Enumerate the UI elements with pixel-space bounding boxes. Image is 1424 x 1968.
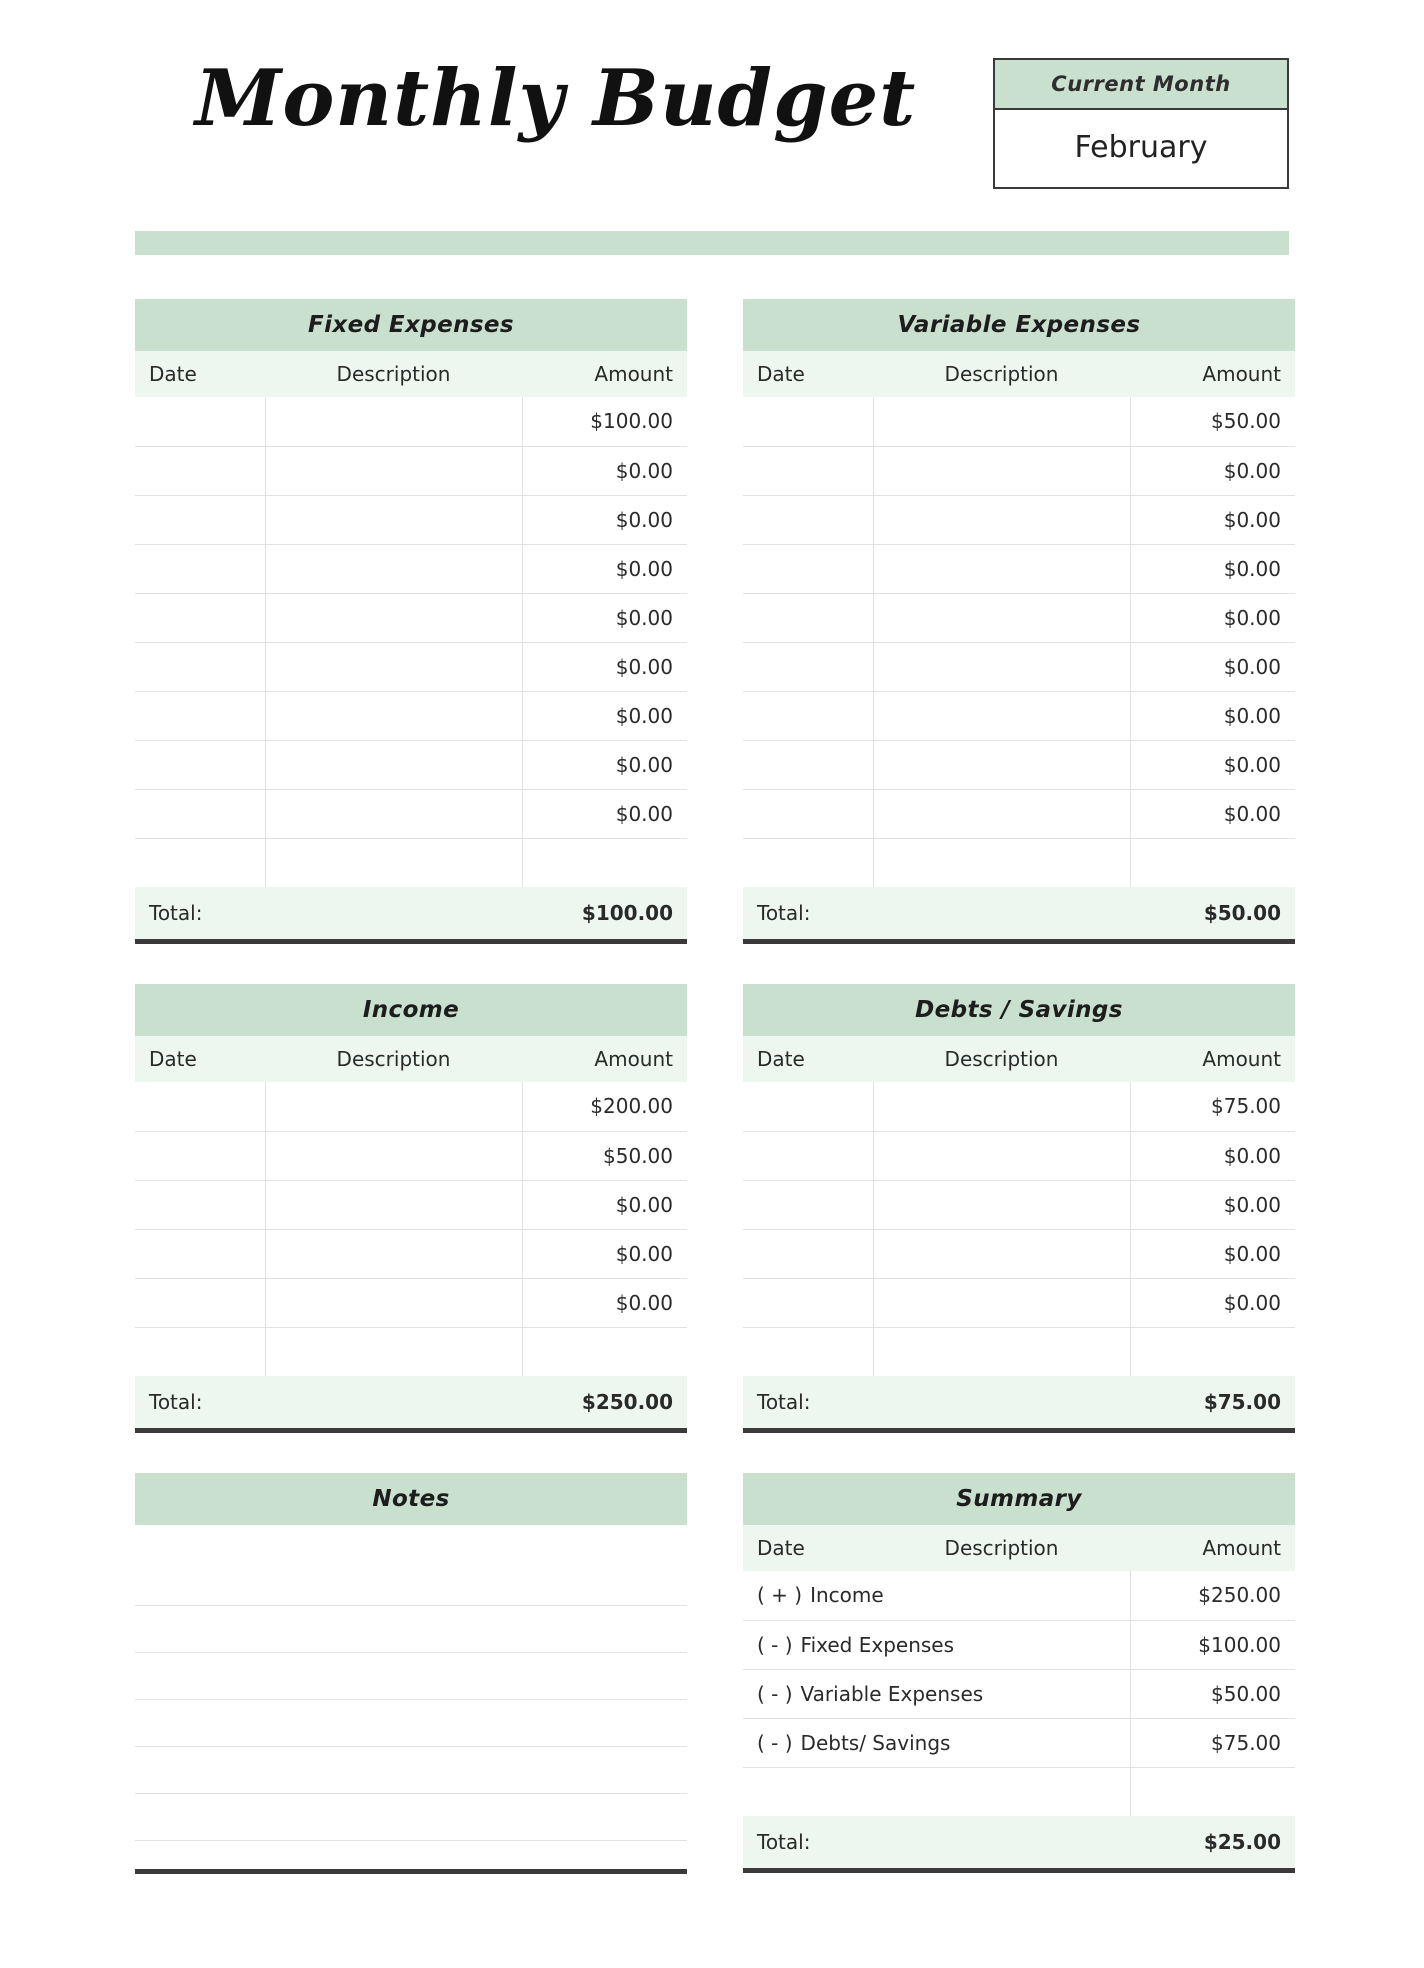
cell-amount[interactable]: $0.00: [522, 593, 687, 642]
cell-description[interactable]: [873, 1278, 1130, 1327]
cell-amount[interactable]: $0.00: [522, 789, 687, 838]
cell-amount[interactable]: $0.00: [1130, 1229, 1295, 1278]
cell-date[interactable]: [743, 1278, 873, 1327]
summary-sign: ( - ): [757, 1730, 793, 1755]
cell-description[interactable]: [265, 1180, 522, 1229]
column-header-date: Date: [135, 1036, 265, 1082]
summary-description: Debts/ Savings: [800, 1730, 951, 1755]
cell-amount[interactable]: $0.00: [522, 544, 687, 593]
summary-amount: $100.00: [1130, 1620, 1295, 1669]
column-header-description: Description: [265, 1036, 522, 1082]
table-header-row: [743, 1525, 1295, 1571]
table-header-row: [743, 1036, 1295, 1082]
table-row[interactable]: [135, 495, 687, 544]
cell-description[interactable]: [265, 1278, 522, 1327]
cell-date[interactable]: [135, 446, 265, 495]
cell-date[interactable]: [135, 691, 265, 740]
cell-date[interactable]: [743, 1229, 873, 1278]
cell-amount[interactable]: $0.00: [1130, 544, 1295, 593]
table-row[interactable]: [135, 691, 687, 740]
note-line[interactable]: [135, 1653, 687, 1700]
cell-date[interactable]: [743, 593, 873, 642]
table-row: [743, 1767, 1295, 1816]
cell-date[interactable]: [135, 1327, 265, 1376]
table-row[interactable]: [135, 544, 687, 593]
panel-fixed-expenses: [135, 299, 687, 944]
summary-description: Income: [810, 1583, 884, 1608]
cell-description[interactable]: [265, 397, 522, 446]
summary-line: [743, 1669, 1130, 1718]
table-row[interactable]: [135, 593, 687, 642]
cell-description[interactable]: [265, 642, 522, 691]
table-row[interactable]: [743, 740, 1295, 789]
total-row: [135, 887, 687, 939]
total-label: Total:: [135, 887, 522, 939]
summary-amount: $50.00: [1130, 1669, 1295, 1718]
panel-bottom-rule: [743, 939, 1295, 944]
panel-bottom-rule: [135, 1428, 687, 1433]
cell-amount[interactable]: $0.00: [522, 495, 687, 544]
cell-amount[interactable]: $50.00: [1130, 397, 1295, 446]
table-row: [743, 1571, 1295, 1620]
table-row[interactable]: [135, 446, 687, 495]
cell-amount[interactable]: $0.00: [1130, 593, 1295, 642]
note-line[interactable]: [135, 1606, 687, 1653]
cell-description[interactable]: [265, 838, 522, 887]
total-value: $25.00: [1130, 1816, 1295, 1868]
cell-description[interactable]: [265, 1229, 522, 1278]
cell-date[interactable]: [743, 789, 873, 838]
summary-sign: ( + ): [757, 1583, 803, 1608]
column-header-amount: Amount: [522, 1036, 687, 1082]
total-label: Total:: [743, 1376, 1130, 1428]
column-header-date: Date: [743, 351, 873, 397]
total-row: [743, 887, 1295, 939]
column-header-description: Description: [265, 351, 522, 397]
summary-amount: [1130, 1767, 1295, 1816]
cell-date[interactable]: [743, 544, 873, 593]
panels-grid: [0, 299, 1424, 1914]
cell-description[interactable]: [265, 544, 522, 593]
cell-description[interactable]: [265, 691, 522, 740]
panel-bottom-rule: [135, 1869, 687, 1874]
cell-amount[interactable]: [522, 838, 687, 887]
cell-date[interactable]: [135, 1278, 265, 1327]
panel-income: [135, 984, 687, 1433]
total-value: $50.00: [1130, 887, 1295, 939]
current-month-box: [993, 58, 1289, 189]
cell-date[interactable]: [743, 397, 873, 446]
cell-description[interactable]: [265, 1327, 522, 1376]
cell-amount[interactable]: $0.00: [522, 642, 687, 691]
table-row[interactable]: [135, 1229, 687, 1278]
note-line[interactable]: [135, 1559, 687, 1606]
cell-date[interactable]: [743, 1327, 873, 1376]
panel-debts-savings: [743, 984, 1295, 1433]
panel-title-summary: Summary: [743, 1473, 1295, 1525]
cell-description[interactable]: [873, 789, 1130, 838]
table-row[interactable]: [743, 1229, 1295, 1278]
column-header-description: Description: [873, 351, 1130, 397]
cell-amount[interactable]: $0.00: [522, 446, 687, 495]
total-value: $250.00: [522, 1376, 687, 1428]
table-row[interactable]: [135, 1082, 687, 1131]
cell-description[interactable]: [873, 495, 1130, 544]
cell-description[interactable]: [873, 397, 1130, 446]
cell-description[interactable]: [265, 495, 522, 544]
cell-date[interactable]: [135, 495, 265, 544]
note-line[interactable]: [135, 1794, 687, 1841]
cell-amount[interactable]: $0.00: [1130, 1180, 1295, 1229]
table-debts-savings: [743, 1036, 1295, 1428]
table-row[interactable]: [743, 446, 1295, 495]
cell-amount[interactable]: $0.00: [1130, 1278, 1295, 1327]
cell-date[interactable]: [743, 691, 873, 740]
cell-description[interactable]: [265, 789, 522, 838]
cell-description[interactable]: [873, 1082, 1130, 1131]
page-header: [0, 0, 1424, 189]
total-label: Total:: [743, 887, 1130, 939]
cell-description[interactable]: [873, 691, 1130, 740]
column-header-date: Date: [743, 1525, 873, 1571]
cell-description[interactable]: [873, 838, 1130, 887]
column-header-amount: Amount: [1130, 1525, 1295, 1571]
table-row[interactable]: [135, 1131, 687, 1180]
panel-title-fixed-expenses: Fixed Expenses: [135, 299, 687, 351]
panel-bottom-rule: [135, 939, 687, 944]
cell-amount[interactable]: $0.00: [522, 1229, 687, 1278]
table-row[interactable]: [743, 593, 1295, 642]
cell-date[interactable]: [135, 740, 265, 789]
table-row: [743, 1620, 1295, 1669]
table-row[interactable]: [743, 838, 1295, 887]
table-row[interactable]: [135, 1278, 687, 1327]
column-header-description: Description: [873, 1525, 1130, 1571]
table-variable-expenses: [743, 351, 1295, 939]
note-line[interactable]: [135, 1747, 687, 1794]
table-row[interactable]: [135, 1327, 687, 1376]
table-row[interactable]: [743, 789, 1295, 838]
total-row: [743, 1376, 1295, 1428]
cell-date[interactable]: [743, 1180, 873, 1229]
panel-variable-expenses: [743, 299, 1295, 944]
total-value: $75.00: [1130, 1376, 1295, 1428]
cell-description[interactable]: [873, 1180, 1130, 1229]
cell-description[interactable]: [873, 544, 1130, 593]
cell-description[interactable]: [873, 740, 1130, 789]
summary-line: [743, 1571, 1130, 1620]
cell-date[interactable]: [135, 838, 265, 887]
table-row[interactable]: [135, 740, 687, 789]
cell-date[interactable]: [135, 544, 265, 593]
column-header-description: Description: [873, 1036, 1130, 1082]
cell-amount[interactable]: $0.00: [522, 691, 687, 740]
table-row[interactable]: [743, 1082, 1295, 1131]
cell-description[interactable]: [265, 593, 522, 642]
summary-description: Variable Expenses: [800, 1681, 984, 1706]
table-row[interactable]: [743, 397, 1295, 446]
total-row: [743, 1816, 1295, 1868]
cell-date[interactable]: [743, 740, 873, 789]
cell-date[interactable]: [135, 1229, 265, 1278]
accent-divider-bar: [135, 231, 1289, 255]
page-title: Monthly Budget: [195, 53, 917, 144]
panel-bottom-rule: [743, 1868, 1295, 1873]
current-month-value[interactable]: February: [1074, 130, 1208, 165]
notes-body[interactable]: [135, 1525, 687, 1841]
current-month-label: Current Month: [995, 60, 1287, 110]
total-label: Total:: [135, 1376, 522, 1428]
summary-sign: ( - ): [757, 1632, 793, 1657]
cell-description[interactable]: [265, 1082, 522, 1131]
cell-date[interactable]: [743, 642, 873, 691]
table-fixed-expenses: [135, 351, 687, 939]
column-header-amount: Amount: [1130, 1036, 1295, 1082]
table-row[interactable]: [135, 1180, 687, 1229]
table-row[interactable]: [135, 397, 687, 446]
total-value: $100.00: [522, 887, 687, 939]
panel-notes: [135, 1473, 687, 1874]
column-header-date: Date: [135, 351, 265, 397]
cell-amount[interactable]: $200.00: [522, 1082, 687, 1131]
summary-line: [743, 1767, 1130, 1816]
cell-amount[interactable]: $0.00: [1130, 740, 1295, 789]
summary-amount: $250.00: [1130, 1571, 1295, 1620]
cell-description[interactable]: [265, 446, 522, 495]
summary-line: [743, 1718, 1130, 1767]
total-label: Total:: [743, 1816, 1130, 1868]
table-row: [743, 1718, 1295, 1767]
column-header-amount: Amount: [1130, 351, 1295, 397]
table-row[interactable]: [135, 838, 687, 887]
table-summary: [743, 1525, 1295, 1868]
cell-amount[interactable]: $0.00: [1130, 789, 1295, 838]
table-income: [135, 1036, 687, 1428]
panel-title-notes: Notes: [135, 1473, 687, 1525]
table-row[interactable]: [743, 1278, 1295, 1327]
cell-description[interactable]: [873, 1327, 1130, 1376]
cell-date[interactable]: [743, 495, 873, 544]
cell-description[interactable]: [265, 1131, 522, 1180]
column-header-date: Date: [743, 1036, 873, 1082]
table-header-row: [135, 1036, 687, 1082]
total-row: [135, 1376, 687, 1428]
cell-amount[interactable]: $75.00: [1130, 1082, 1295, 1131]
summary-sign: ( - ): [757, 1681, 793, 1706]
table-row[interactable]: [743, 544, 1295, 593]
cell-amount[interactable]: $0.00: [522, 1180, 687, 1229]
cell-date[interactable]: [135, 789, 265, 838]
cell-date[interactable]: [135, 1180, 265, 1229]
table-row[interactable]: [743, 1180, 1295, 1229]
cell-date[interactable]: [743, 838, 873, 887]
table-row[interactable]: [743, 642, 1295, 691]
cell-date[interactable]: [135, 1131, 265, 1180]
panel-bottom-rule: [743, 1428, 1295, 1433]
cell-description[interactable]: [873, 446, 1130, 495]
cell-amount[interactable]: $0.00: [522, 1278, 687, 1327]
cell-amount[interactable]: $0.00: [522, 740, 687, 789]
table-row[interactable]: [135, 789, 687, 838]
cell-amount[interactable]: [1130, 838, 1295, 887]
cell-amount[interactable]: $0.00: [1130, 691, 1295, 740]
cell-date[interactable]: [135, 593, 265, 642]
cell-date[interactable]: [743, 1082, 873, 1131]
summary-line: [743, 1620, 1130, 1669]
panel-title-debts-savings: Debts / Savings: [743, 984, 1295, 1036]
table-row[interactable]: [743, 495, 1295, 544]
table-row: [743, 1669, 1295, 1718]
cell-date[interactable]: [135, 1082, 265, 1131]
cell-amount[interactable]: $50.00: [522, 1131, 687, 1180]
table-row[interactable]: [743, 1327, 1295, 1376]
cell-description[interactable]: [873, 642, 1130, 691]
table-row[interactable]: [743, 1131, 1295, 1180]
cell-date[interactable]: [135, 397, 265, 446]
summary-amount: $75.00: [1130, 1718, 1295, 1767]
cell-amount[interactable]: $0.00: [1130, 495, 1295, 544]
column-header-amount: Amount: [522, 351, 687, 397]
cell-description[interactable]: [265, 740, 522, 789]
cell-amount[interactable]: $100.00: [522, 397, 687, 446]
panel-title-variable-expenses: Variable Expenses: [743, 299, 1295, 351]
table-row[interactable]: [743, 691, 1295, 740]
cell-amount[interactable]: $0.00: [1130, 1131, 1295, 1180]
cell-amount[interactable]: [522, 1327, 687, 1376]
cell-amount[interactable]: $0.00: [1130, 642, 1295, 691]
cell-amount[interactable]: [1130, 1327, 1295, 1376]
cell-date[interactable]: [135, 642, 265, 691]
cell-date[interactable]: [743, 446, 873, 495]
cell-description[interactable]: [873, 1229, 1130, 1278]
cell-description[interactable]: [873, 1131, 1130, 1180]
panel-title-income: Income: [135, 984, 687, 1036]
cell-date[interactable]: [743, 1131, 873, 1180]
table-row[interactable]: [135, 642, 687, 691]
cell-description[interactable]: [873, 593, 1130, 642]
panel-summary: [743, 1473, 1295, 1874]
cell-amount[interactable]: $0.00: [1130, 446, 1295, 495]
table-header-row: [135, 351, 687, 397]
note-line[interactable]: [135, 1700, 687, 1747]
summary-description: Fixed Expenses: [800, 1632, 955, 1657]
table-header-row: [743, 351, 1295, 397]
